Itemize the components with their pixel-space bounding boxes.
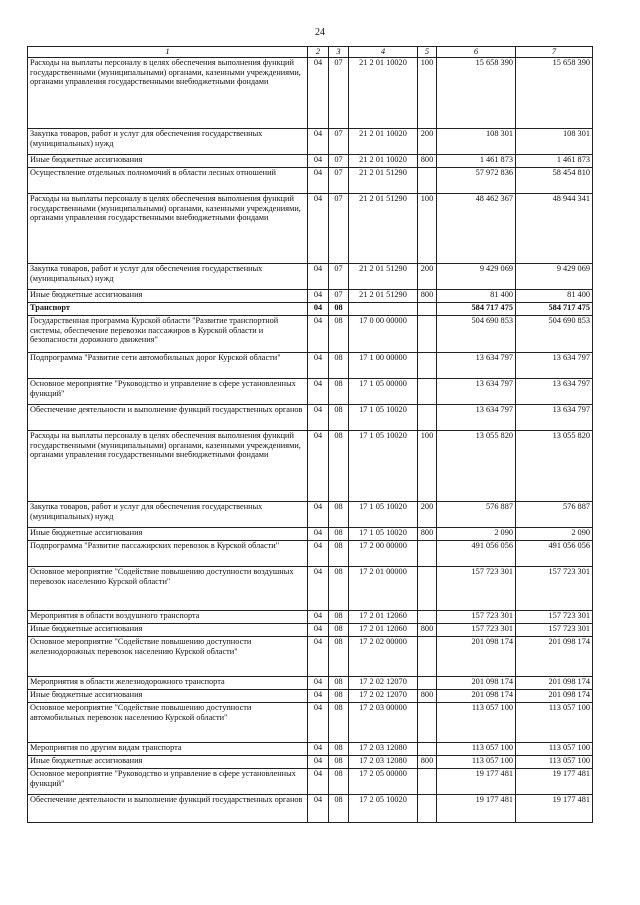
row-expense-type: [418, 567, 437, 611]
row-subsection: 08: [329, 677, 349, 690]
table-row: [28, 743, 593, 756]
row-amount-year1: 201 098 174: [437, 637, 516, 677]
row-amount-year1: 9 429 069: [437, 264, 516, 290]
row-subsection: 08: [329, 316, 349, 353]
row-subsection: 08: [329, 405, 349, 431]
row-amount-year2: 201 098 174: [516, 677, 593, 690]
row-amount-year1: 13 634 797: [437, 353, 516, 379]
row-amount-year2: 157 723 301: [516, 611, 593, 624]
row-expense-type: [418, 541, 437, 567]
row-amount-year2: 58 454 810: [516, 168, 593, 194]
row-amount-year1: 113 057 100: [437, 703, 516, 743]
row-section: 04: [308, 769, 329, 795]
table-row: [28, 690, 593, 703]
column-header: 3: [329, 47, 349, 58]
row-section: 04: [308, 637, 329, 677]
row-section: 04: [308, 541, 329, 567]
row-name: Основное мероприятие "Руководство и управление в сфере установленных функций": [28, 379, 308, 405]
row-amount-year2: 2 090: [516, 528, 593, 541]
row-name: Иные бюджетные ассигнования: [28, 756, 308, 769]
row-name: Основное мероприятие "Содействие повышению доступности воздушных перевозок населению Курской области": [28, 567, 308, 611]
row-name: Расходы на выплаты персоналу в целях обеспечения выполнения функций государственными (муниципальными) органами, казенными учреждениями, органами управления государственными внебюджетными фондами: [28, 194, 308, 264]
table-row: [28, 541, 593, 567]
row-target-article: 21 2 01 10020: [349, 155, 418, 168]
budget-table: [27, 46, 593, 823]
row-expense-type: 800: [418, 624, 437, 637]
row-expense-type: [418, 379, 437, 405]
row-amount-year2: 15 658 390: [516, 58, 593, 129]
row-subsection: 08: [329, 528, 349, 541]
table-row: [28, 264, 593, 290]
table-row: [28, 379, 593, 405]
row-subsection: 07: [329, 168, 349, 194]
row-name: Основное мероприятие "Содействие повышению доступности железнодорожных перевозок населению Курской области": [28, 637, 308, 677]
table-row: [28, 155, 593, 168]
row-name: Государственная программа Курской области "Развитие транспортной системы, обеспечение перевозки пассажиров в Курской области и безопасности дорожного движения": [28, 316, 308, 353]
row-section: 04: [308, 677, 329, 690]
row-amount-year1: 81 400: [437, 290, 516, 303]
row-section: 04: [308, 528, 329, 541]
row-subsection: 07: [329, 155, 349, 168]
row-section: 04: [308, 431, 329, 502]
row-section: 04: [308, 690, 329, 703]
row-amount-year2: 504 690 853: [516, 316, 593, 353]
row-section: 04: [308, 58, 329, 129]
row-amount-year1: 15 658 390: [437, 58, 516, 129]
row-amount-year1: 13 634 797: [437, 405, 516, 431]
row-amount-year2: 201 098 174: [516, 637, 593, 677]
row-subsection: 08: [329, 353, 349, 379]
row-section: 04: [308, 303, 329, 316]
row-amount-year1: 201 098 174: [437, 690, 516, 703]
row-section: 04: [308, 264, 329, 290]
row-amount-year1: 584 717 475: [437, 303, 516, 316]
row-expense-type: 800: [418, 155, 437, 168]
row-name: Иные бюджетные ассигнования: [28, 528, 308, 541]
row-section: 04: [308, 703, 329, 743]
row-expense-type: 800: [418, 528, 437, 541]
row-subsection: 08: [329, 795, 349, 823]
row-target-article: 17 2 01 12060: [349, 624, 418, 637]
row-expense-type: 800: [418, 690, 437, 703]
row-amount-year2: 81 400: [516, 290, 593, 303]
row-section: 04: [308, 194, 329, 264]
row-amount-year2: 19 177 481: [516, 795, 593, 823]
row-name: Иные бюджетные ассигнования: [28, 290, 308, 303]
row-name: Основное мероприятие "Содействие повышению доступности автомобильных перевозок населению Курской области": [28, 703, 308, 743]
row-amount-year2: 576 887: [516, 502, 593, 528]
column-header: 2: [308, 47, 329, 58]
row-amount-year2: 157 723 301: [516, 624, 593, 637]
row-amount-year2: 13 634 797: [516, 405, 593, 431]
row-amount-year2: 201 098 174: [516, 690, 593, 703]
table-row: [28, 303, 593, 316]
row-amount-year2: 108 301: [516, 129, 593, 155]
row-target-article: 21 2 01 10020: [349, 129, 418, 155]
row-section: 04: [308, 743, 329, 756]
row-amount-year2: 113 057 100: [516, 703, 593, 743]
row-name: Иные бюджетные ассигнования: [28, 690, 308, 703]
row-amount-year1: 576 887: [437, 502, 516, 528]
row-section: 04: [308, 353, 329, 379]
row-subsection: 08: [329, 611, 349, 624]
row-target-article: 17 2 00 00000: [349, 541, 418, 567]
row-expense-type: [418, 405, 437, 431]
row-target-article: 21 2 01 51290: [349, 168, 418, 194]
row-target-article: 17 2 02 00000: [349, 637, 418, 677]
row-amount-year2: 113 057 100: [516, 743, 593, 756]
row-name: Основное мероприятие "Руководство и управление в сфере установленных функций": [28, 769, 308, 795]
row-target-article: 21 2 01 10020: [349, 58, 418, 129]
table-row: [28, 405, 593, 431]
table-row: [28, 528, 593, 541]
row-subsection: 08: [329, 567, 349, 611]
table-row: [28, 637, 593, 677]
row-target-article: 17 2 01 12060: [349, 611, 418, 624]
row-amount-year2: 13 634 797: [516, 353, 593, 379]
row-expense-type: 800: [418, 756, 437, 769]
row-target-article: 17 1 05 00000: [349, 379, 418, 405]
row-expense-type: 100: [418, 194, 437, 264]
row-name: Осуществление отдельных полномочий в области лесных отношений: [28, 168, 308, 194]
row-subsection: 08: [329, 379, 349, 405]
table-row: [28, 611, 593, 624]
row-name: Транспорт: [28, 303, 308, 316]
table-row: [28, 431, 593, 502]
row-subsection: 08: [329, 431, 349, 502]
row-amount-year1: 2 090: [437, 528, 516, 541]
row-amount-year2: 1 461 873: [516, 155, 593, 168]
row-subsection: 08: [329, 769, 349, 795]
row-target-article: 17 2 03 00000: [349, 703, 418, 743]
row-expense-type: [418, 611, 437, 624]
row-section: 04: [308, 129, 329, 155]
table-row: [28, 353, 593, 379]
row-section: 04: [308, 567, 329, 611]
row-amount-year1: 157 723 301: [437, 624, 516, 637]
row-target-article: 17 0 00 00000: [349, 316, 418, 353]
row-target-article: 17 2 05 10020: [349, 795, 418, 823]
row-subsection: 08: [329, 502, 349, 528]
table-row: [28, 703, 593, 743]
row-expense-type: [418, 703, 437, 743]
column-header: 1: [28, 47, 308, 58]
page-number: 24: [315, 27, 325, 38]
row-amount-year1: 491 056 056: [437, 541, 516, 567]
row-amount-year2: 13 634 797: [516, 379, 593, 405]
row-name: Иные бюджетные ассигнования: [28, 624, 308, 637]
table-row: [28, 290, 593, 303]
row-expense-type: 200: [418, 129, 437, 155]
row-target-article: 17 2 03 12080: [349, 756, 418, 769]
row-section: 04: [308, 405, 329, 431]
row-target-article: [349, 303, 418, 316]
row-amount-year2: 584 717 475: [516, 303, 593, 316]
row-target-article: 21 2 01 51290: [349, 264, 418, 290]
row-amount-year2: 9 429 069: [516, 264, 593, 290]
row-subsection: 08: [329, 541, 349, 567]
row-expense-type: [418, 303, 437, 316]
table-row: [28, 168, 593, 194]
row-section: 04: [308, 155, 329, 168]
row-section: 04: [308, 795, 329, 823]
row-subsection: 07: [329, 290, 349, 303]
row-target-article: 17 1 05 10020: [349, 502, 418, 528]
row-section: 04: [308, 611, 329, 624]
table-row: [28, 316, 593, 353]
row-amount-year1: 13 055 820: [437, 431, 516, 502]
row-expense-type: [418, 769, 437, 795]
row-amount-year1: 113 057 100: [437, 756, 516, 769]
row-section: 04: [308, 624, 329, 637]
table-row: [28, 769, 593, 795]
row-name: Мероприятия по другим видам транспорта: [28, 743, 308, 756]
table-row: [28, 624, 593, 637]
row-name: Закупка товаров, работ и услуг для обеспечения государственных (муниципальных) нужд: [28, 264, 308, 290]
row-amount-year1: 13 634 797: [437, 379, 516, 405]
row-expense-type: [418, 168, 437, 194]
row-name: Подпрограмма "Развитие пассажирских перевозок в Курской области": [28, 541, 308, 567]
row-name: Обеспечение деятельности и выполнение функций государственных органов: [28, 795, 308, 823]
table-row: [28, 756, 593, 769]
row-amount-year1: 48 462 367: [437, 194, 516, 264]
row-amount-year1: 19 177 481: [437, 769, 516, 795]
row-target-article: 17 2 02 12070: [349, 677, 418, 690]
row-name: Закупка товаров, работ и услуг для обеспечения государственных (муниципальных) нужд: [28, 502, 308, 528]
row-target-article: 21 2 01 51290: [349, 290, 418, 303]
row-name: Мероприятия в области железнодорожного транспорта: [28, 677, 308, 690]
row-subsection: 08: [329, 756, 349, 769]
row-subsection: 07: [329, 194, 349, 264]
row-expense-type: [418, 637, 437, 677]
row-amount-year2: 48 944 341: [516, 194, 593, 264]
row-amount-year1: 113 057 100: [437, 743, 516, 756]
row-target-article: 17 1 00 00000: [349, 353, 418, 379]
row-amount-year1: 504 690 853: [437, 316, 516, 353]
row-target-article: 17 1 05 10020: [349, 431, 418, 502]
row-amount-year1: 1 461 873: [437, 155, 516, 168]
row-section: 04: [308, 316, 329, 353]
row-target-article: 17 2 02 12070: [349, 690, 418, 703]
row-name: Подпрограмма "Развитие сети автомобильных дорог Курской области": [28, 353, 308, 379]
row-name: Обеспечение деятельности и выполнение функций государственных органов: [28, 405, 308, 431]
row-expense-type: 200: [418, 264, 437, 290]
row-section: 04: [308, 502, 329, 528]
column-header: 6: [437, 47, 516, 58]
row-name: Мероприятия в области воздушного транспорта: [28, 611, 308, 624]
row-name: Расходы на выплаты персоналу в целях обеспечения выполнения функций государственными (муниципальными) органами, казенными учреждениями, органами управления государственными внебюджетными фондами: [28, 431, 308, 502]
row-subsection: 08: [329, 303, 349, 316]
row-subsection: 07: [329, 58, 349, 129]
row-section: 04: [308, 379, 329, 405]
row-amount-year2: 113 057 100: [516, 756, 593, 769]
table-row: [28, 58, 593, 129]
row-amount-year1: 19 177 481: [437, 795, 516, 823]
row-amount-year1: 57 972 836: [437, 168, 516, 194]
row-amount-year2: 491 056 056: [516, 541, 593, 567]
row-name: Закупка товаров, работ и услуг для обеспечения государственных (муниципальных) нужд: [28, 129, 308, 155]
row-amount-year1: 108 301: [437, 129, 516, 155]
table-row: [28, 567, 593, 611]
row-expense-type: [418, 795, 437, 823]
row-name: Иные бюджетные ассигнования: [28, 155, 308, 168]
row-target-article: 17 2 03 12080: [349, 743, 418, 756]
row-name: Расходы на выплаты персоналу в целях обеспечения выполнения функций государственными (муниципальными) органами, казенными учреждениями, органами управления государственными внебюджетными фондами: [28, 58, 308, 129]
row-amount-year2: 13 055 820: [516, 431, 593, 502]
row-amount-year2: 19 177 481: [516, 769, 593, 795]
row-expense-type: [418, 353, 437, 379]
table-row: [28, 677, 593, 690]
row-section: 04: [308, 290, 329, 303]
row-expense-type: [418, 677, 437, 690]
column-header: 7: [516, 47, 593, 58]
row-target-article: 17 2 01 00000: [349, 567, 418, 611]
row-expense-type: 100: [418, 431, 437, 502]
column-header: 4: [349, 47, 418, 58]
column-header-row: [28, 47, 593, 58]
row-expense-type: [418, 743, 437, 756]
row-amount-year1: 201 098 174: [437, 677, 516, 690]
row-subsection: 08: [329, 703, 349, 743]
row-subsection: 08: [329, 690, 349, 703]
row-subsection: 08: [329, 743, 349, 756]
row-target-article: 17 1 05 10020: [349, 405, 418, 431]
row-amount-year2: 157 723 301: [516, 567, 593, 611]
row-subsection: 08: [329, 624, 349, 637]
table-row: [28, 502, 593, 528]
row-subsection: 07: [329, 264, 349, 290]
row-subsection: 08: [329, 637, 349, 677]
row-section: 04: [308, 168, 329, 194]
row-target-article: 17 1 05 10020: [349, 528, 418, 541]
table-row: [28, 194, 593, 264]
row-target-article: 17 2 05 00000: [349, 769, 418, 795]
column-header: 5: [418, 47, 437, 58]
row-expense-type: [418, 316, 437, 353]
row-expense-type: 100: [418, 58, 437, 129]
row-amount-year1: 157 723 301: [437, 611, 516, 624]
table-row: [28, 129, 593, 155]
row-expense-type: 200: [418, 502, 437, 528]
row-amount-year1: 157 723 301: [437, 567, 516, 611]
row-section: 04: [308, 756, 329, 769]
table-row: [28, 795, 593, 823]
row-expense-type: 800: [418, 290, 437, 303]
row-target-article: 21 2 01 51290: [349, 194, 418, 264]
row-subsection: 07: [329, 129, 349, 155]
